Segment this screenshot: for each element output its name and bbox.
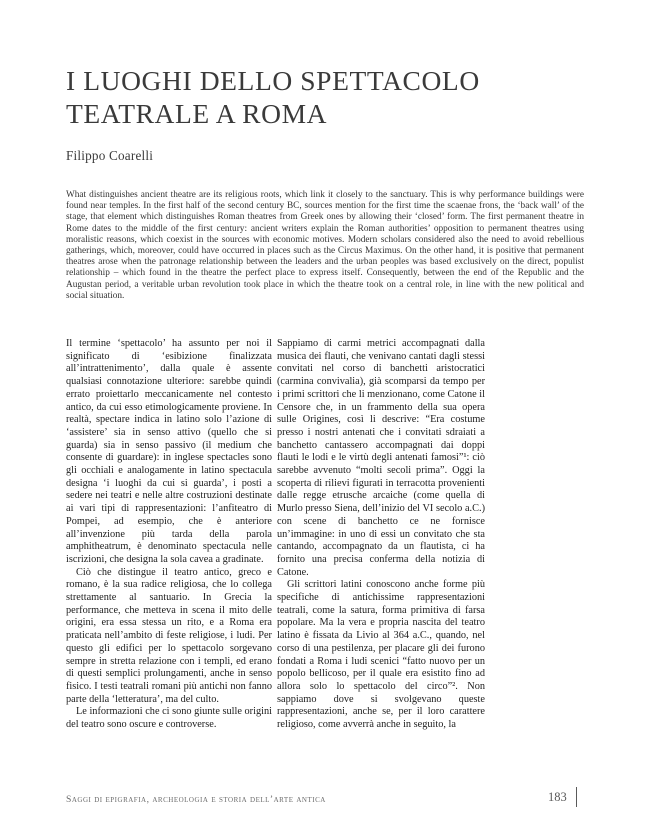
page-number: 183 <box>548 790 567 804</box>
body-column-left <box>66 338 272 732</box>
author-name: Filippo Coarelli <box>66 148 154 163</box>
body-paragraph: Ciò che distingue il teatro antico, greco e romano, è la sua radice religiosa, che lo collega strettamente al santuario. In Grecia la performance, che metteva in scena il mito delle origini, era essa stessa un rito, e a Roma era praticata nell’ambito di feste religiose, i ludi. Per questo gli edifici per lo spettacolo sorgevano sempre in stretta relazione con i templi, ed erano di questi semplici prolungamenti, anche in senso fisico. I testi teatrali romani più antichi non fanno parte della ‘letteratura’, ma del culto. <box>66 566 272 705</box>
body-paragraph: Sappiamo di carmi metrici accompagnati dalla musica dei flauti, che venivano cantati dagli stessi convitati nel corso di banchetti aristocratici (carmina convivalia), già scomparsi da tempo per i primi scrittori che li menzionano, come Catone il Censore che, in un frammento della sua opera sulle Origines, così li descrive: “Era costume presso i nostri antenati che i convitati sdraiati a banchetto cantassero accompagnati dai doppi flauti le lodi e le virtù degli antenati famosi”¹: ciò sarebbe avvenuto “molti secoli prima”. Oggi la scoperta di rilievi figurati in terracotta provenienti dalle regge etrusche arcaiche (come quella di Murlo presso Siena, dell’inizio del VI secolo a.C.) con scene di banchetto ce ne fornisce un’immagine: in uno di essi un convitato che sta cantando, accompagnato da un flautista, ci ha fornito una precisa conferma della notizia di Catone. <box>277 338 485 578</box>
article-title <box>66 64 586 130</box>
running-footer-title: Saggi di epigrafia, archeologia e storia dell’arte antica <box>66 794 326 805</box>
abstract-text: What distinguishes ancient theatre are its religious roots, which link it closely to the sanctuary. This is why performance buildings were found near temples. In the first half of the second century BC, sources mention for the first time the scaenae frons, the ‘back wall’ of the stage, that element which distinguishes Roman theatres from Greek ones by allowing their ‘closed’ form. The first permanent theatre in Rome dates to the middle of the first century: ancient writers explain the Roman authorities’ opposition to permanent theatres using moralistic reasons, which coexist in the sources with economic motives. Modern scholars considered also the need to avoid rebellious gatherings, which, moreover, could have occurred in places such as the Circus Maximus. On the other hand, it is positive that permanent theatres arose when the patronage relationship between the leaders and the urban peoples was based exclusively on the direct, populist relationship – which found in the theatre the perfect place to express itself. Consequently, between the end of the Republic and the Augustan period, a veritable urban revolution took place in which the theatre took on a central role, in line with the new political and social situation. <box>66 190 584 301</box>
body-paragraph: Il termine ‘spettacolo’ ha assunto per noi il significato di ‘esibizione finalizzata all’intrattenimento’, dalla quale è assente qualsiasi connotazione ulteriore: sarebbe quindi errato proiettarlo meccanicamente nel contesto antico, da cui esso etimologicamente proviene. In realtà, spectare indica in latino solo l’azione di ‘assistere’ sia in senso attivo (quello che si guarda) sia in senso passivo (il medium che consente di guardare): in inglese spectacles sono gli occhiali e analogamente in latino spectacula designa ‘i luoghi da cui si guarda’, i posti a sedere nei teatri e nelle altre costruzioni destinate ai vari tipi di rappresentazioni: l’anfiteatro di Pompei, ad esempio, che è anteriore all’invenzione più tarda della parola amphitheatrum, è denominato spectacula nelle iscrizioni, che designa la sola cavea a gradinate. <box>66 338 272 565</box>
page-number-divider <box>576 787 577 807</box>
body-paragraph: Gli scrittori latini conoscono anche forme più specifiche di antichissime rappresentazioni teatrali, come la satura, forma primitiva di farsa popolare. Ma la vera e propria nascita del teatro latino è fissata da Livio al 364 a.C., quando, nel corso di una pestilenza, per placare gli dei furono fondati a Roma i ludi scenici “fatto nuovo per un popolo bellicoso, per il quale era esistito fino ad allora solo lo spettacolo del circo”². Non sappiamo dove si svolgevano queste rappresentazioni, anche se, per il loro carattere religioso, come avverrà anche in seguito, la <box>277 579 485 731</box>
body-column-right <box>277 338 485 732</box>
title-line-2: TEATRALE A ROMA <box>66 98 328 129</box>
body-paragraph: Le informazioni che ci sono giunte sulle origini del teatro sono oscure e controverse. <box>66 706 272 731</box>
abstract <box>66 190 584 302</box>
running-footer <box>66 794 326 805</box>
title-line-1: I LUOGHI DELLO SPETTACOLO <box>66 65 480 96</box>
